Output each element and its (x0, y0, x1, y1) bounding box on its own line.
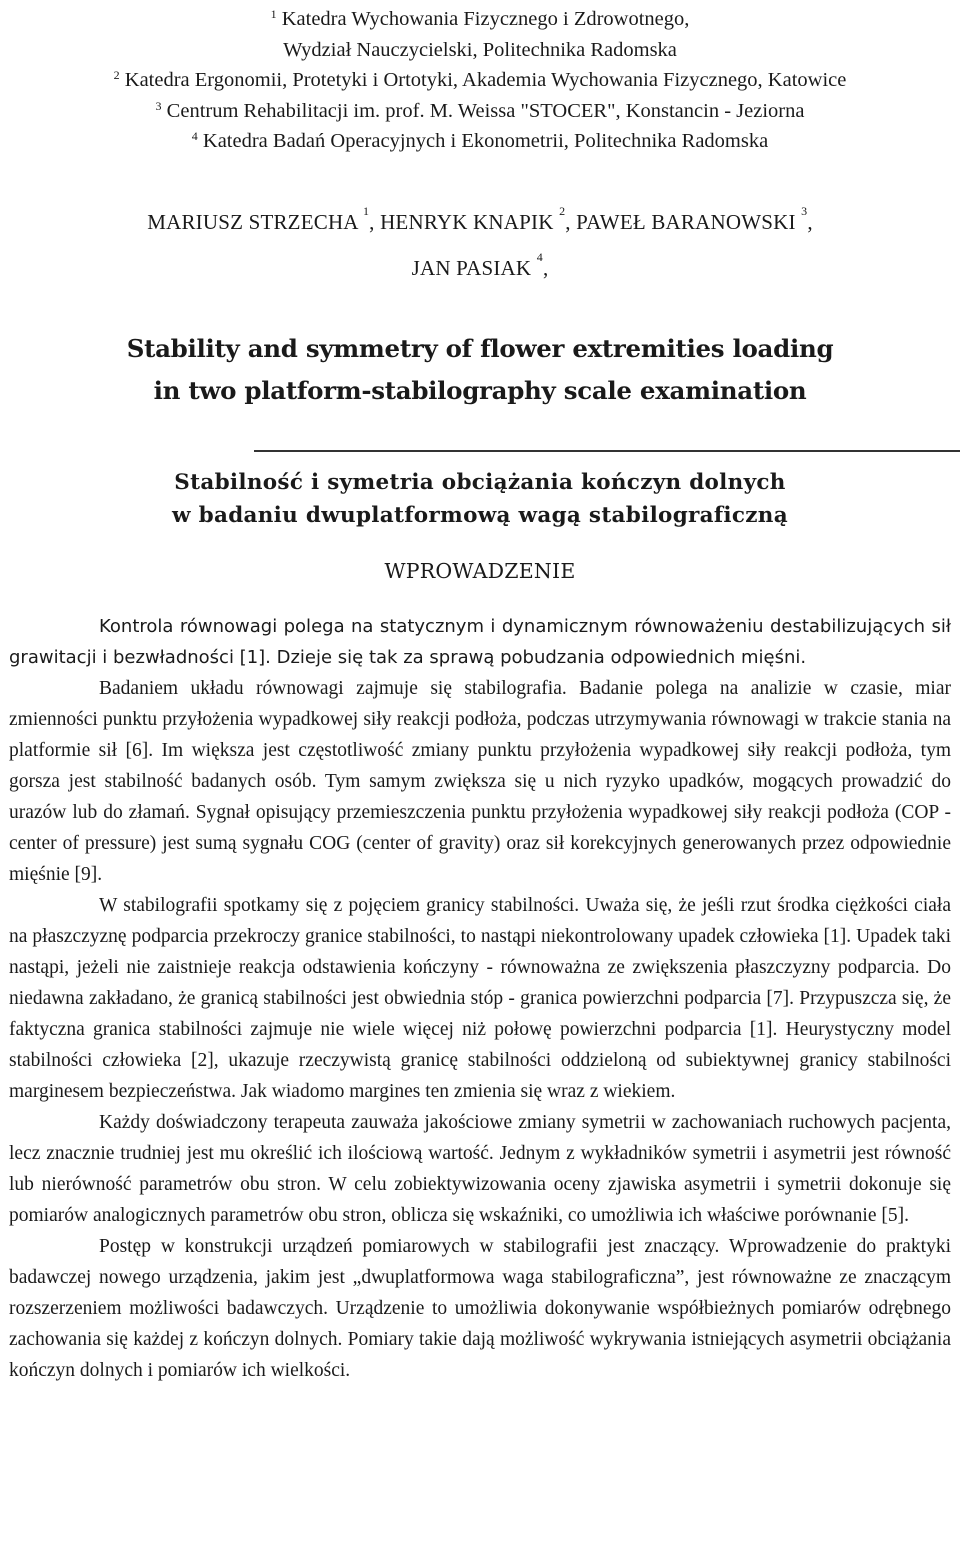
author-name: , PAWEŁ BARANOWSKI (565, 210, 796, 234)
title-polish: Stabilność i symetria obciążania kończyn dolnych w badaniu dwuplatformową wagą stabilograficzną (172, 470, 788, 528)
title-divider (254, 450, 960, 452)
author-affil-num: 3 (801, 204, 808, 218)
body-text (9, 611, 951, 1386)
title-english: Stability and symmetry of flower extremities loading in two platform-stabilography scale examination (126, 334, 834, 405)
affiliations (0, 0, 960, 157)
author-affil-num: 1 (362, 204, 370, 218)
affiliation-4: $^4$ Katedra Badań Operacyjnych i Ekonometrii, Politechnika Radomska (191, 129, 769, 152)
paragraph: Kontrola równowagi polega na statycznym i dynamicznym równoważeniu destabilizujących sił grawitacji i bezwładności [1]. Dzieje się tak za sprawą pobudzania odpowiednich mięśni. (9, 616, 951, 668)
section-heading: WPROWADZENIE (384, 559, 576, 583)
affiliation-3: $^3$ Centrum Rehabilitacji im. prof. M. Weissa "STOCER", Konstancin - Jeziorna (155, 98, 805, 122)
paragraph: Każdy doświadczony terapeuta zauważa jakościowe zmiany symetrii w zachowaniach ruchowych pacjenta, lecz znacznie trudniej jest mu określić ich ilościową wartość. Jednym z wykładników symetrii i asymetrii jest równość lub nierówność parametrów obu stron. W celu zobiektywizowania oceny zjawiska asymetrii i symetrii dokonuje się pomiarów analogicznych parametrów obu stron, oblicza się wskaźniki, co umożliwia ich właściwe porównanie [5]. (9, 1112, 951, 1226)
affiliation-1-cont: Wydział Nauczycielski, Politechnika Radomska (283, 38, 677, 61)
paragraph: W stabilografii spotkamy się z pojęciem granicy stabilności. Uważa się, że jeśli rzut środka ciężkości ciała na płaszczyznę podparcia przekroczy granice stabilności, to nastąpi niekontrolowany upadek człowieka [1]. Upadek taki nastąpi, jeżeli nie zaistnieje reakcja odstawienia kończyny - równoważna ze zwiększenia płaszczyzny podparcia. Do niedawna zakładano, że granicą stabilności jest obwiednia stóp - granica powierzchni podparcia [7]. Przypuszcza się, że faktyczna granica stabilności zajmuje nie wiele więcej niż połowę powierzchni podparcia [1]. Heurystyczny model stabilności człowieka [2], ukazuje rzeczywistą granicę stabilności oddzieloną od subiektywnej granicy stabilności marginesem bezpieczeństwa. Jak wiadomo margines ten zmienia się wraz z wiekiem. (9, 895, 951, 1102)
author-affil-num: 2 (559, 204, 566, 218)
affiliation-2: $^2$ Katedra Ergonomii, Protetyki i Ortotyki, Akademia Wychowania Fizycznego, Katowice (113, 68, 847, 91)
author-name: MARIUSZ STRZECHA (147, 210, 358, 234)
author-name: , HENRYK KNAPIK (369, 210, 554, 234)
author-name: JAN PASIAK (411, 256, 532, 280)
paragraph: Postęp w konstrukcji urządzeń pomiarowych w stabilografii jest znaczący. Wprowadzenie do praktyki badawczej nowego urządzenia, jakim jest „dwuplatformowa waga stabilograficzna”, jest równoważne ze znaczącym rozszerzeniem możliwości badawczych. Urządzenie to umożliwia dokonywanie współbieżnych pomiarów odrębnego zachowania się każdej z kończyn dolnych. Pomiary takie dają możliwość wykrywania istniejących asymetrii obciążania kończyn dolnych i pomiarów ich wielkości. (9, 1236, 951, 1381)
paragraph: Badaniem układu równowagi zajmuje się stabilografia. Badanie polega na analizie w czasie, miar zmienności punktu przyłożenia wypadkowej siły reakcji podłoża, podczas utrzymywania równowagi w trakcie stania na platformie sił [6]. Im większa jest częstotliwość zmiany punktu przyłożenia wypadkowej siły reakcji podłoża, tym gorsza jest stabilność badanych osób. Tym samym zwiększa się u nich ryzyko upadków, mogących prowadzić do urazów lub do złamań. Sygnał opisujący przemieszczenia punktu przyłożenia wypadkowej siły reakcji podłoża (COP - center of pressure) jest sumą sygnału COG (center of gravity) oraz sił korekcyjnych generowanych przez odpowiednie mięśnie [9]. (9, 678, 951, 885)
affiliation-1: $^1$ Katedra Wychowania Fizycznego i Zdrowotnego, (270, 7, 690, 30)
author-affil-num: 4 (536, 250, 543, 264)
authors-line-2: JAN PASIAK $^4$, (411, 250, 549, 280)
authors-line-1: MARIUSZ STRZECHA $^1$, HENRYK KNAPIK $^2$, PAWEŁ BARANOWSKI $^3$, (147, 204, 813, 234)
